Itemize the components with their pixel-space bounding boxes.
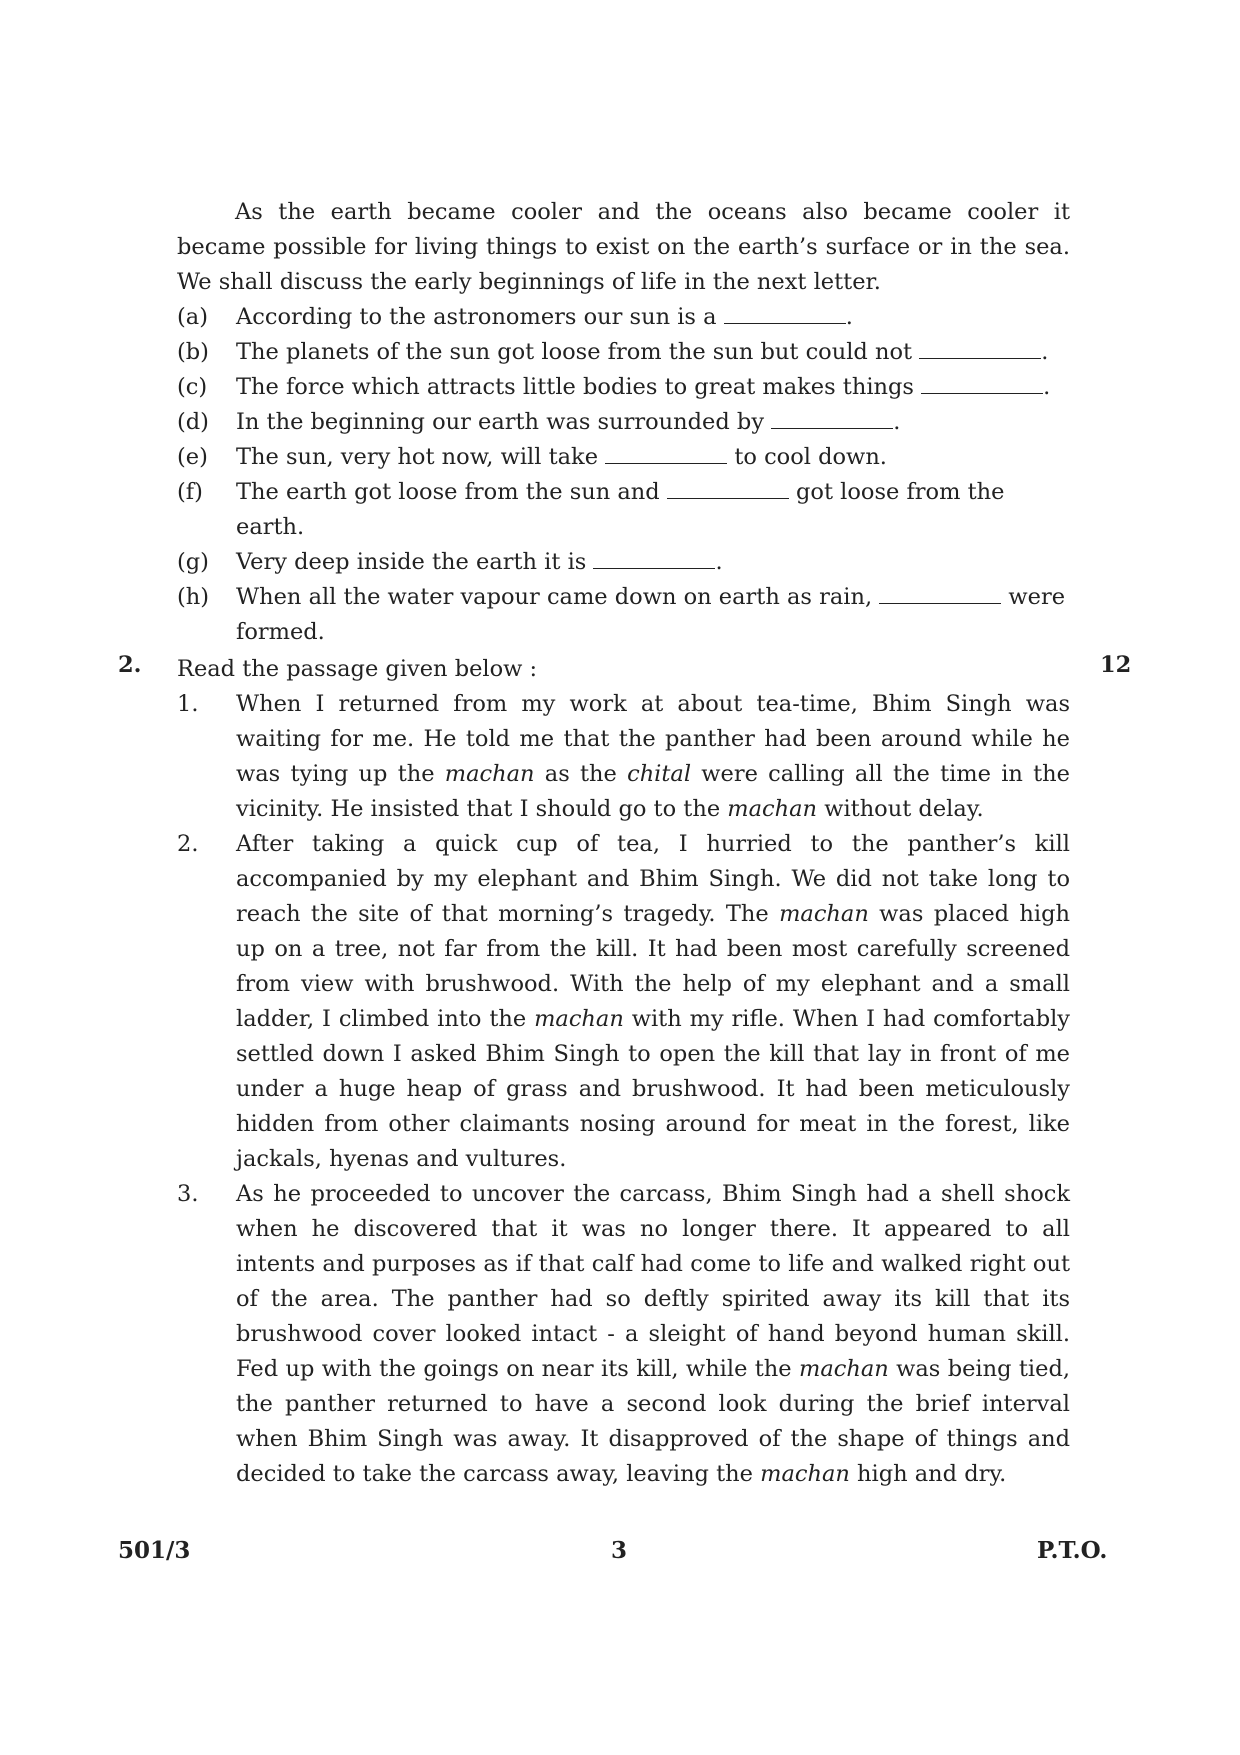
italic-term: machan [779, 901, 869, 927]
question-1-continuation [177, 195, 1070, 650]
blank-item-label: (f) [177, 479, 203, 505]
blank-item-label: (b) [177, 339, 209, 365]
blank-text-before: The force which attracts little bodies to great makes things [236, 374, 914, 400]
question-2-body [177, 652, 1070, 1492]
blank-text-before: In the beginning our earth was surrounded by [236, 409, 765, 435]
blank-text-after: to cool down. [734, 444, 887, 470]
blank-item-text [236, 335, 1070, 370]
blank-item [177, 545, 1070, 580]
answer-blank-line [593, 550, 715, 569]
blank-text-after: . [845, 304, 853, 330]
blank-text-before: The earth got loose from the sun and [236, 479, 660, 505]
blank-item-label: (h) [177, 584, 210, 610]
pto-label: P.T.O. [1037, 1537, 1108, 1564]
italic-term: machan [799, 1356, 889, 1382]
text-segment: without delay. [817, 796, 984, 822]
blank-item-label: (e) [177, 444, 208, 470]
blank-text-after: were formed. [236, 584, 1066, 645]
blank-item [177, 405, 1070, 440]
blank-text-after: . [893, 409, 901, 435]
answer-blank-line [667, 480, 789, 499]
paragraph-text [236, 1177, 1070, 1492]
italic-term: machan [727, 796, 818, 822]
blank-text-before: According to the astronomers our sun is a [236, 304, 717, 330]
blank-item [177, 580, 1070, 650]
italic-term: machan [760, 1461, 850, 1487]
passage-paragraph [177, 827, 1070, 1177]
blank-item-label: (d) [177, 409, 209, 435]
blank-item-text [236, 405, 1070, 440]
italic-term: chital [627, 761, 692, 787]
blank-item-label: (a) [177, 304, 208, 330]
page-number: 3 [611, 1537, 628, 1564]
question-2-number: 2. [118, 652, 142, 678]
answer-blank-line [771, 410, 893, 429]
blank-item-text [236, 545, 1070, 580]
passage-paragraph [177, 1177, 1070, 1492]
intro-paragraph: As the earth became cooler and the oceans also became cooler it became possible for living things to exist on the earth’s surface or in the sea. We shall discuss the early beginnings of life in the next letter. [177, 199, 1070, 295]
blank-item [177, 370, 1070, 405]
text-segment: As he proceeded to uncover the carcass, Bhim Singh had a shell shock when he discovered that it was no longer there. It appeared to all intents and purposes as if that calf had come to life and walked right out of the area. The panther had so deftly spirited away its kill that its brushwood cover looked intact - a sleight of hand beyond human skill. Fed up with the goings on near its kill, while the [236, 1181, 1070, 1382]
blank-text-before: The planets of the sun got loose from the sun but could not [236, 339, 913, 365]
text-segment: with my rifle. When I had comfortably settled down I asked Bhim Singh to open the kill that lay in front of me under a huge heap of grass and brushwood. It had been meticulously hidden from other claimants nosing around for meat in the forest, like jackals, hyenas and vultures. [236, 1006, 1071, 1172]
answer-blank-line [919, 340, 1041, 359]
blank-item-text [236, 475, 1070, 545]
paragraph-number: 3. [177, 1181, 199, 1207]
blank-text-before: The sun, very hot now, will take [236, 444, 599, 470]
answer-blank-line [724, 305, 846, 324]
text-segment: were calling all the time in the vicinity. He insisted that I should go to the [236, 761, 1070, 822]
paragraph-text [236, 687, 1070, 827]
question-2-marks: 12 [1100, 652, 1132, 678]
blank-text-after: . [1041, 339, 1049, 365]
blank-item [177, 475, 1070, 545]
blank-item [177, 335, 1070, 370]
blank-item-label: (c) [177, 374, 208, 400]
blank-item [177, 440, 1070, 475]
italic-term: machan [444, 761, 535, 787]
blank-item-text [236, 300, 1070, 335]
text-segment: was placed high up on a tree, not far from the kill. It had been most carefully screened from view with brushwood. With the help of my elephant and a small ladder, I climbed into the [236, 901, 1070, 1032]
text-segment: high and dry. [849, 1461, 1007, 1487]
blank-item-text [236, 580, 1070, 650]
passage [177, 687, 1070, 1492]
question-2-instruction: Read the passage given below : [177, 656, 538, 682]
blank-text-after: got loose from the earth. [236, 479, 1005, 540]
paragraph-text [236, 827, 1070, 1177]
paragraph-number: 2. [177, 831, 199, 857]
fill-in-blank-list [177, 300, 1070, 650]
blank-item [177, 300, 1070, 335]
answer-blank-line [879, 585, 1001, 604]
blank-text-after: . [715, 549, 723, 575]
blank-text-before: Very deep inside the earth it is [236, 549, 587, 575]
text-segment: was being tied, the panther returned to have a second look during the brief interval when Bhim Singh was away. It disapproved of the shape of things and decided to take the carcass away, leaving the [236, 1356, 1071, 1487]
blank-item-text [236, 440, 1070, 475]
paper-code: 501/3 [118, 1537, 191, 1564]
answer-blank-line [605, 445, 727, 464]
paragraph-number: 1. [177, 691, 199, 717]
blank-text-after: . [1043, 374, 1051, 400]
text-segment: When I returned from my work at about tea-time, Bhim Singh was waiting for me. He told me that the panther had been around while he was tying up the [236, 691, 1070, 787]
text-segment: After taking a quick cup of tea, I hurried to the panther’s kill accompanied by my elephant and Bhim Singh. We did not take long to reach the site of that morning’s tragedy. The [236, 831, 1070, 927]
blank-item-label: (g) [177, 549, 209, 575]
answer-blank-line [921, 375, 1043, 394]
blank-item-text [236, 370, 1070, 405]
passage-paragraph [177, 687, 1070, 827]
italic-term: machan [534, 1006, 624, 1032]
text-segment: as the [534, 761, 628, 787]
blank-text-before: When all the water vapour came down on earth as rain, [236, 584, 873, 610]
